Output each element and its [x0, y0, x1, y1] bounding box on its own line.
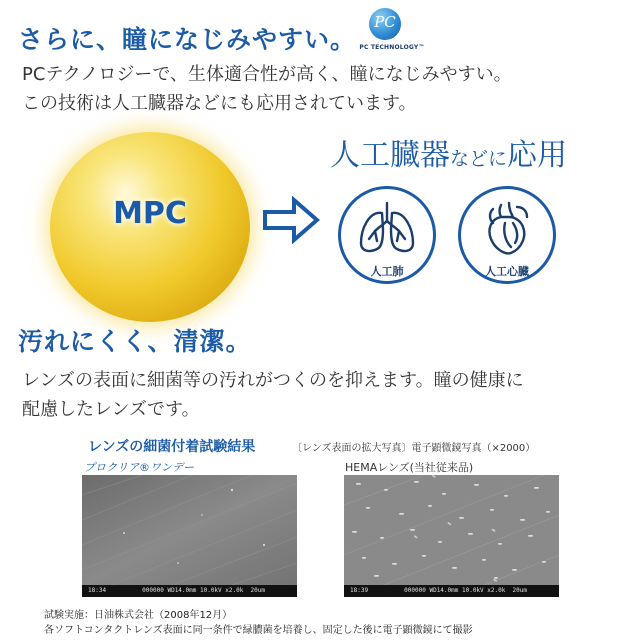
- sem-texture-smooth: [82, 475, 297, 585]
- description-line: 配慮したレンズです。: [22, 399, 200, 420]
- artificial-organs-heading: [330, 130, 567, 174]
- test-note-method: 各ソフトコンタクトレンズ表面に同一条件で緑膿菌を培養し、固定した後に電子顕微鏡にて撮影: [44, 625, 473, 636]
- heart-icon: [475, 199, 539, 257]
- mpc-label: MPC: [113, 196, 187, 231]
- proclear-label: プロクリア®ワンデー: [84, 461, 194, 474]
- compatibility-description: [22, 60, 632, 118]
- sem-texture-bacteria: [344, 475, 559, 585]
- sem-photo-hema: [344, 475, 559, 597]
- test-title: レンズの細菌付着試験結果: [88, 439, 256, 455]
- hema-label: HEMAレンズ(当社従来品): [345, 461, 474, 474]
- pc-technology-logo: [352, 8, 432, 60]
- test-note-conductor: 試験実施：日油株式会社（2008年12月）: [44, 610, 233, 621]
- heading-clean: 汚れにくく、清潔。: [18, 327, 252, 356]
- sem-photo-proclear: [82, 475, 297, 597]
- clean-description: [22, 366, 632, 424]
- artificial-lung-label: 人工肺: [370, 265, 404, 278]
- test-subtitle: 〔レンズ表面の拡大写真〕電子顕微鏡写真（×2000）: [292, 443, 536, 454]
- sem-info-bar: 18:39 000000 WD14.0mm 10.0kV x2.0k 20um: [344, 585, 559, 597]
- pc-logo-mark: PC: [374, 13, 396, 31]
- heading-organs-part3: 応用: [507, 138, 568, 173]
- right-arrow-icon: [262, 196, 320, 244]
- heading-compatibility: さらに、瞳になじみやすい。: [18, 25, 357, 54]
- heading-organs-part2: などに: [450, 148, 508, 170]
- description-line: この技術は人工臓器などにも応用されています。: [22, 93, 417, 114]
- description-line: PCテクノロジーで、生体適合性が高く、瞳になじみやすい。: [22, 64, 512, 85]
- pc-logo-caption: PC TECHNOLOGY™: [359, 44, 425, 51]
- artificial-heart-label: 人工心臓: [485, 265, 529, 278]
- description-line: レンズの表面に細菌等の汚れがつくのを抑えます。瞳の健康に: [22, 370, 524, 391]
- heading-organs-part1: 人工臓器: [330, 138, 450, 173]
- lung-icon: [355, 199, 419, 257]
- sem-info-bar: 18:34 000000 WD14.0mm 10.0kV x2.0k 20um: [82, 585, 297, 597]
